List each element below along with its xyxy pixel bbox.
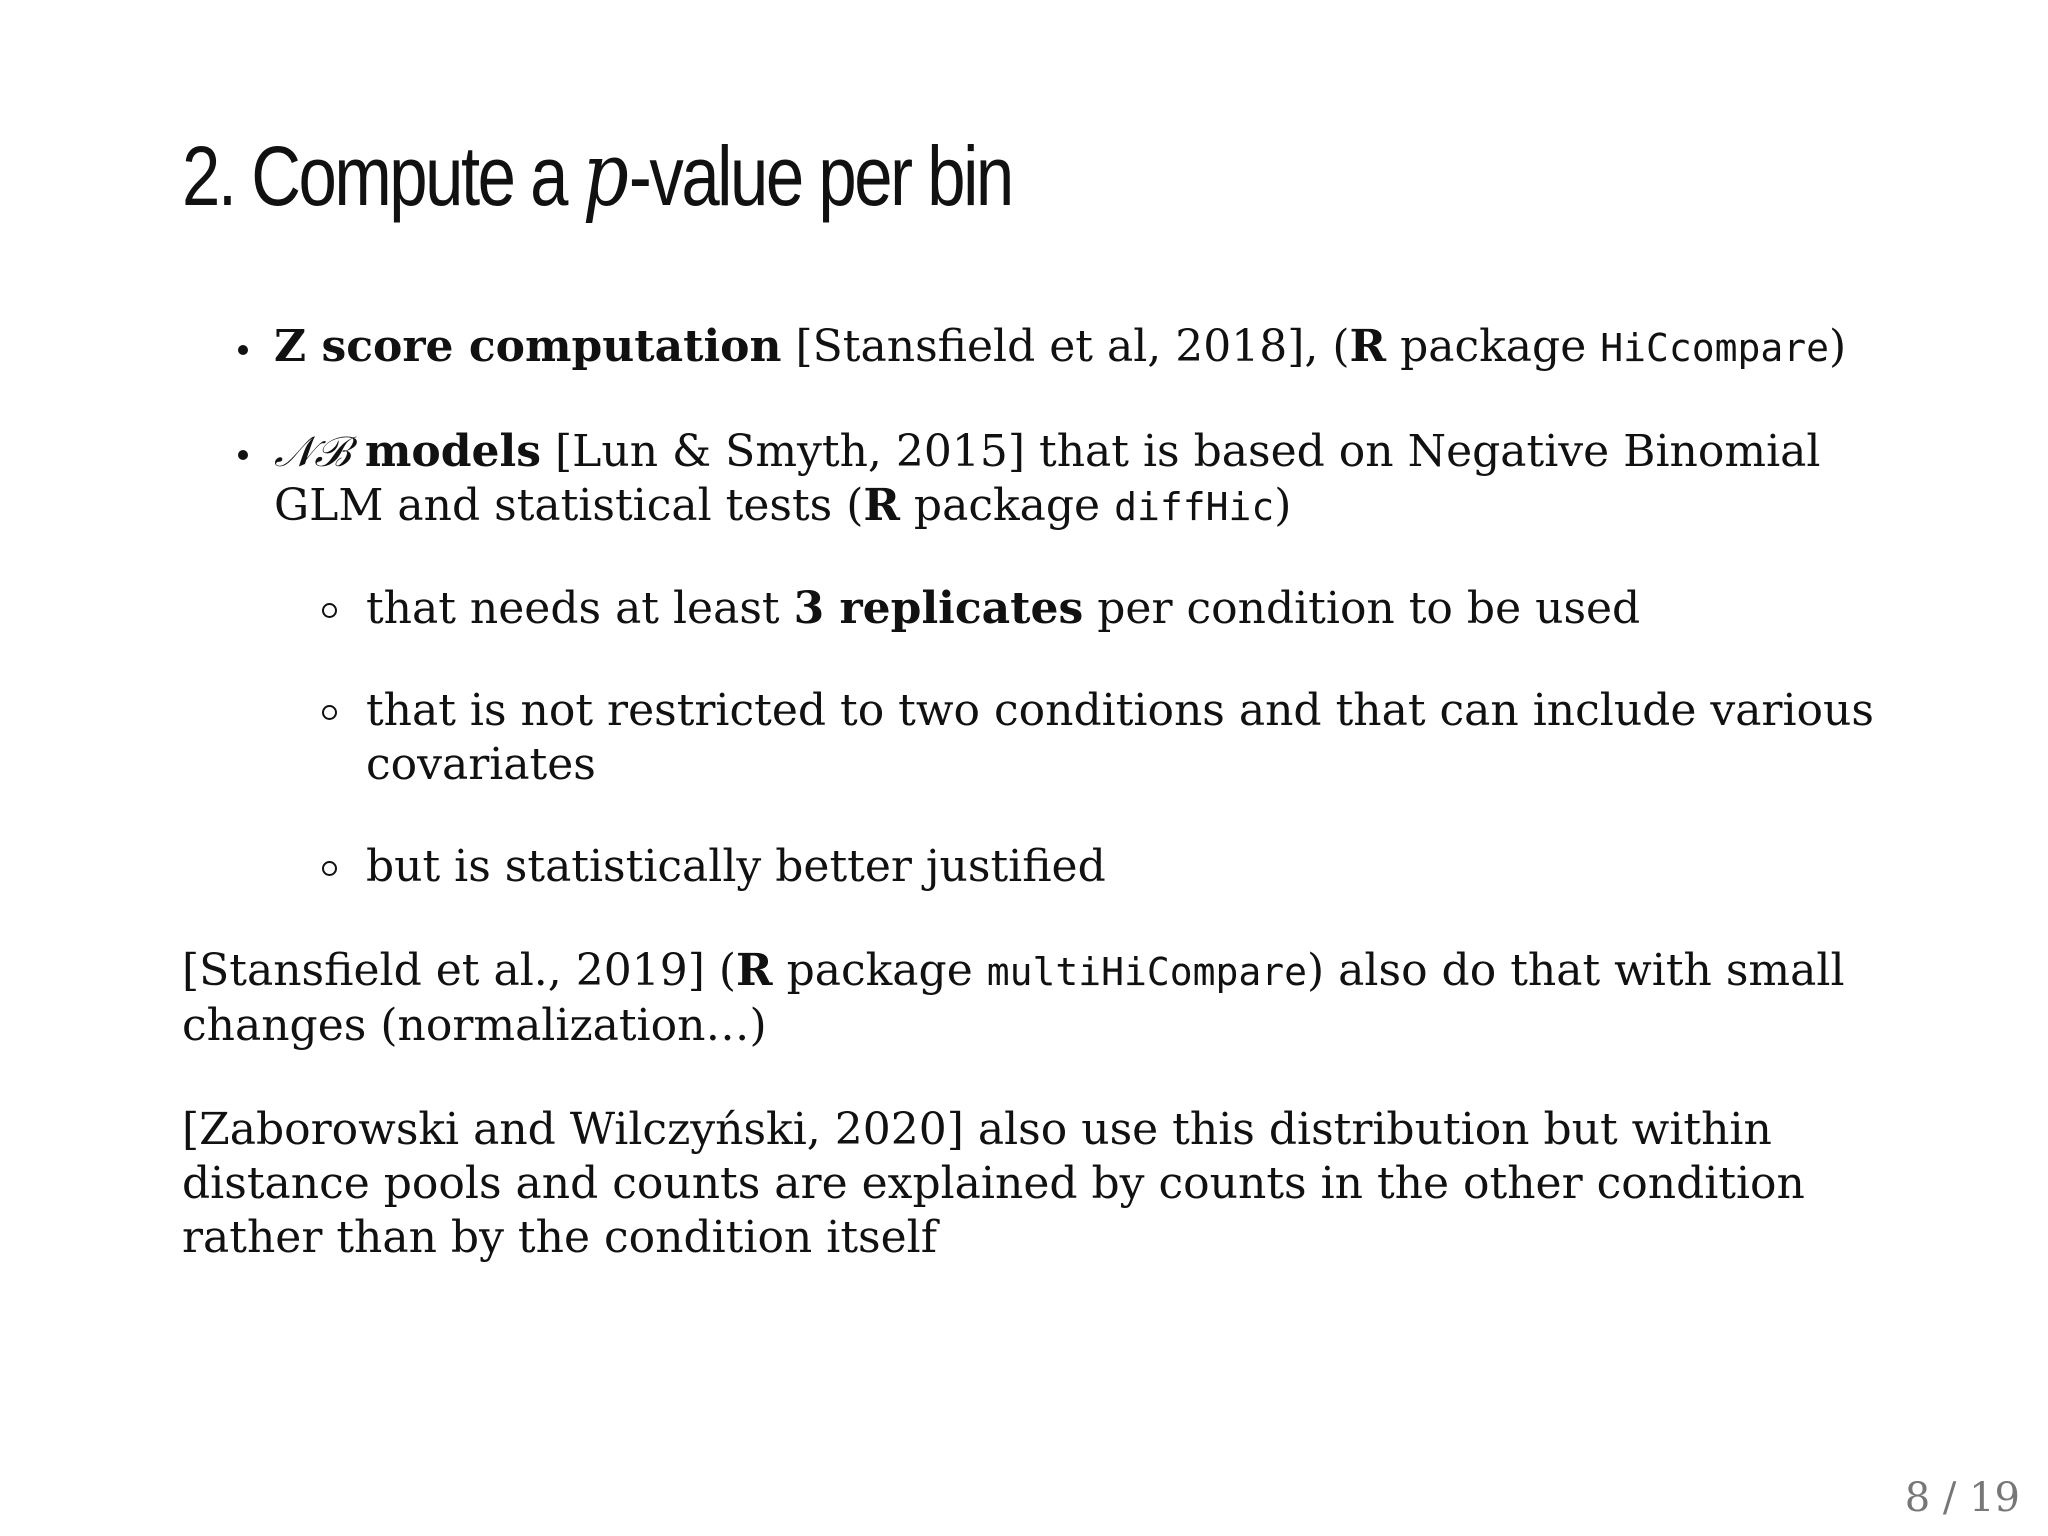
page-number: 8 / 19 [1904, 1475, 2020, 1521]
bullet-nb-package: package [899, 480, 1115, 531]
nb-symbol: 𝒩ℬ [274, 427, 350, 476]
slide-title [182, 120, 1012, 231]
bullet-nb-models [182, 425, 1882, 894]
sub-bullet-text: that needs at least [366, 583, 794, 634]
paragraph-zaborowski: [Zaborowski and Wilczyński, 2020] also use this distribution but within distance pools and counts are explained by counts in the other condition rather than by the condition itself [182, 1104, 1805, 1263]
sub-bullet-text: but is statistically better justified [366, 841, 1106, 892]
title-variable: p [582, 123, 629, 226]
bullet-zscore-package: package [1386, 321, 1601, 372]
bullet-nb-bold: models [349, 426, 541, 477]
bullet-nb-text: [Lun & Smyth, 2015] that is based on Negative Binomial GLM and statistical tests ( [274, 426, 1821, 531]
para-text: [Stansfield et al., 2019] ( [182, 945, 737, 996]
sub-bullet-list [274, 582, 1882, 894]
slide-content [182, 320, 1882, 1315]
bullet-zscore-text: [Stansfield et al, 2018], ( [781, 321, 1350, 372]
bullet-zscore-bold: Z score computation [274, 321, 782, 372]
code-hiccompare: HiCcompare [1600, 326, 1830, 370]
sub-bullet-justified [274, 840, 1882, 894]
paragraph-multihicompare [182, 944, 1882, 1053]
r-label: R [863, 480, 900, 531]
sub-bullet-replicates [274, 582, 1882, 636]
bullet-nb-close: ) [1274, 480, 1292, 531]
bullet-list [182, 320, 1882, 894]
para-text: ) also do that with small changes (normalization…) [182, 945, 1845, 1051]
sub-bullet-bold: 3 replicates [793, 583, 1084, 634]
bullet-zscore-close: ) [1829, 321, 1847, 372]
sub-bullet-text: that is not restricted to two conditions and that can include various covariates [366, 685, 1874, 790]
sub-bullet-conditions [274, 684, 1882, 792]
title-suffix: -value per bin [628, 129, 1012, 223]
code-diffhic: diffHic [1114, 485, 1275, 529]
code-multihicompare: multiHiCompare [986, 950, 1308, 994]
bullet-zscore [182, 320, 1882, 375]
para-text: package [772, 945, 987, 996]
r-label: R [1349, 321, 1387, 372]
title-prefix: 2. Compute a [182, 129, 583, 223]
r-label: R [736, 945, 773, 996]
sub-bullet-text: per condition to be used [1083, 583, 1641, 634]
